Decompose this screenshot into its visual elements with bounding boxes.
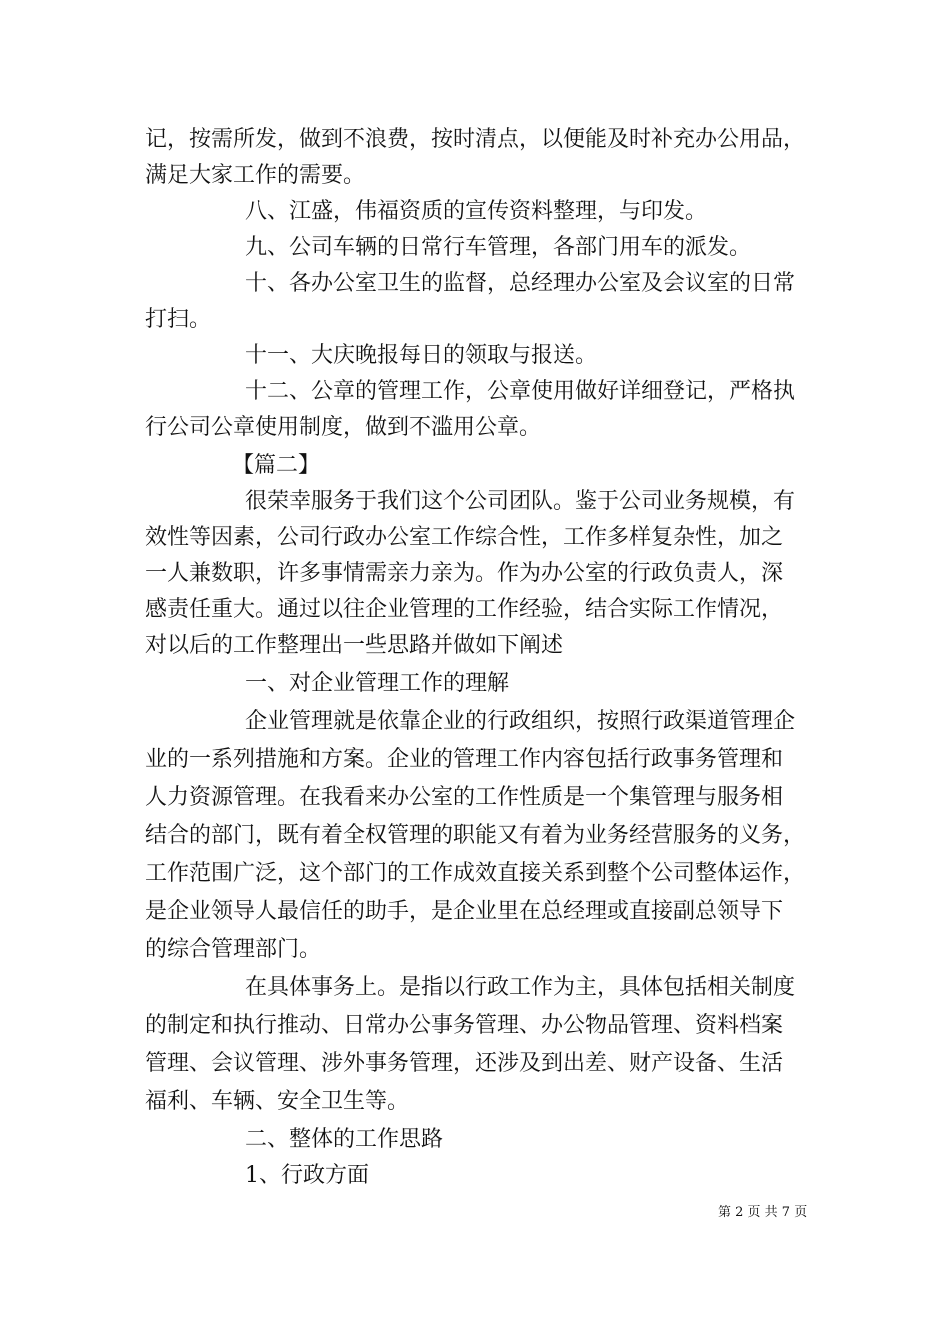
body-line: 结合的部门，既有着全权管理的职能又有着为业务经营服务的义务， [145,823,805,848]
body-line: 工作范围广泛，这个部门的工作成效直接关系到整个公司整体运作， [145,861,805,886]
subheading-2-1: 1、行政方面 [245,1163,369,1188]
subheading-1: 一、对企业管理工作的理解 [245,671,510,696]
body-line: 是企业领导人最信任的助手，是企业里在总经理或直接副总领导下 [145,899,784,924]
paragraph-start: 在具体事务上。是指以行政工作为主，具体包括相关制度 [245,975,796,1000]
body-line: 满足大家工作的需要。 [145,163,366,188]
body-line: 打扫。 [145,307,212,332]
list-item-12: 十二、公章的管理工作，公章使用做好详细登记，严格执 [245,379,796,404]
section-heading: 【篇二】 [232,453,321,478]
body-line: 感责任重大。通过以往企业管理的工作经验，结合实际工作情况， [145,597,784,622]
body-line: 的制定和执行推动、日常办公事务管理、办公物品管理、资料档案 [145,1013,784,1038]
list-item-11: 十一、大庆晚报每日的领取与报送。 [245,343,598,368]
body-line: 记，按需所发，做到不浪费，按时清点，以便能及时补充办公用品， [145,127,805,152]
paragraph-start: 很荣幸服务于我们这个公司团队。鉴于公司业务规模，有 [245,489,796,514]
body-line: 对以后的工作整理出一些思路并做如下阐述 [145,633,564,658]
list-item-10: 十、各办公室卫生的监督，总经理办公室及会议室的日常 [245,271,796,296]
body-line: 业的一系列措施和方案。企业的管理工作内容包括行政事务管理和 [145,747,784,772]
subheading-2: 二、整体的工作思路 [245,1127,444,1152]
body-line: 福利、车辆、安全卫生等。 [145,1089,410,1114]
list-item-8: 八、江盛，伟福资质的宣传资料整理，与印发。 [245,199,708,224]
body-line: 管理、会议管理、涉外事务管理，还涉及到出差、财产设备、生活 [145,1051,784,1076]
body-line: 人力资源管理。在我看来办公室的工作性质是一个集管理与服务相 [145,785,784,810]
page-number: 第 2 页 共 7 页 [718,1205,808,1220]
body-line: 的综合管理部门。 [145,937,322,962]
paragraph-start: 企业管理就是依靠企业的行政组织，按照行政渠道管理企 [245,709,796,734]
list-item-9: 九、公司车辆的日常行车管理，各部门用车的派发。 [245,235,752,260]
body-line: 行公司公章使用制度，做到不滥用公章。 [145,415,542,440]
body-line: 效性等因素，公司行政办公室工作综合性，工作多样复杂性，加之 [145,525,784,550]
body-line: 一人兼数职，许多事情需亲力亲为。作为办公室的行政负责人，深 [145,561,784,586]
